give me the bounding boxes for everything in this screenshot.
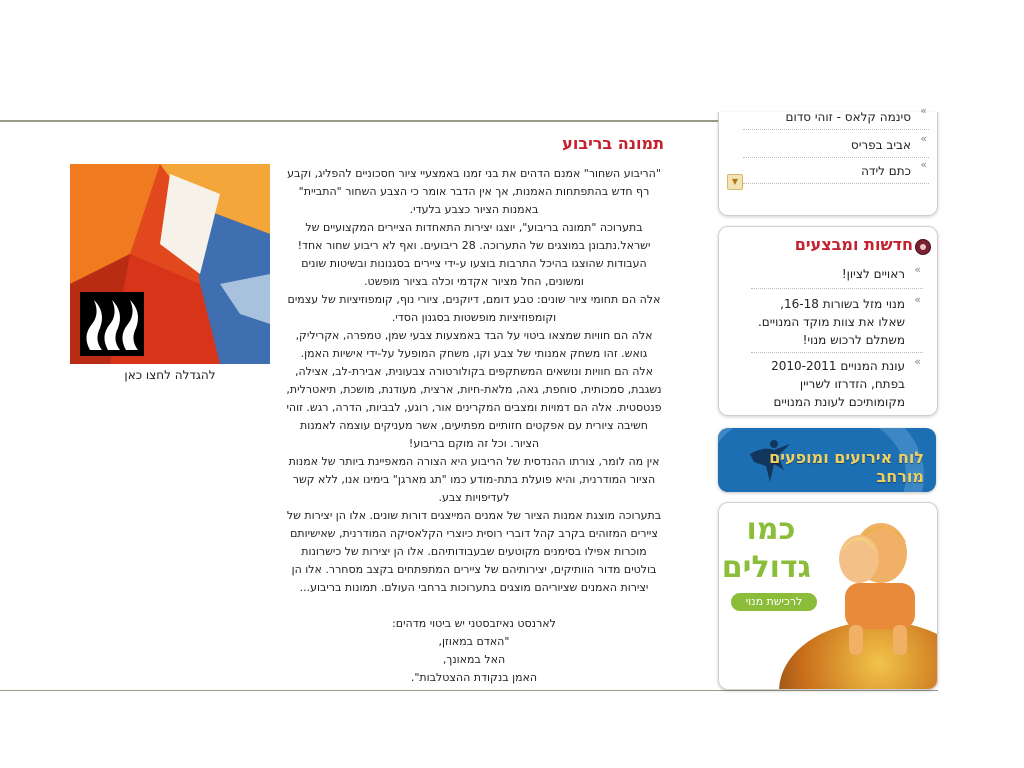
double-chevron-icon: » [914,355,921,368]
article-body [284,165,664,687]
article-paragraph: אלה הם תחומי ציור שונים: טבע דומם, דיוקנים, ציורי נוף, קומפוזיציות של עצמים וקומפוזיציות מופשטות בסגנון הסדי. [287,293,661,324]
article-paragraph: אין מה לומר, צורתו ההנדסית של הריבוע היא הצורה המאפיינת ביותר של אמנות הציור המודרנית, והיא פועלת בתת-מודע כמו "תג מארגן" בימינו אנו, ללא קשר לעדיפויות צבע. [288,455,660,504]
double-chevron-icon: » [920,158,927,171]
scroll-down-button[interactable]: ▼ [727,174,743,190]
article-title: תמונה בריבוע [562,134,664,153]
show-link-birthmark[interactable] [743,160,929,184]
news-item[interactable] [751,295,923,353]
enlarge-image-link[interactable]: להגדלה לחצו כאן [124,368,216,382]
news-item[interactable] [751,265,923,289]
double-chevron-icon: » [914,293,921,306]
article-paragraph: לארנסט נאיזבסטני יש ביטוי מדהים: [392,617,556,630]
article-paragraph: האל במאונך, [442,653,506,666]
article-paragraph: בתערוכה "תמונה בריבוע", יוצגו יצירות התאחדות הציירים המקצועיים של ישראל.נתבונן במוצגים של התערוכה. 28 ריבועים. ואף לא ריבוע שחור אחד! העבודות שהוצגו בהיכל התרבות בוצעו ע-ידי ציירים בסגנונות ובשיטות שונים ומשונים, החל מציור אקדמי וכלה בציור מופשט. [297,221,651,288]
events-calendar-banner[interactable] [718,428,936,492]
news-item-text: ראויים לציון! [841,267,905,281]
double-chevron-icon: » [920,132,927,145]
show-link-aviv-paris[interactable] [743,134,929,158]
children-illustration [819,513,931,663]
article-paragraph: אלה הם חוויות ונושאים המשתקפים בקולורטורה צבעונית, אבירת-לב, אצילה, נשגבת, סמכותית, סוחפת, גאה, מלאת-חיות, ארצית, מעודנת, מושכת, תיאטרלית, פנטסטית. אלה הם דמויות ומצבים המקרינים אור, רוגע, לבביות, הדרה, רגש. זוהי חשיבה ציורית עם אפקטים חזותיים מפתיעים, אשר מעניקים עוצמה לאמנות הציור. וכל זה מוקם בריבוע! [286,365,662,450]
bullet-circle-icon [915,239,931,255]
article-paragraph: "האדם במאוזן, [438,635,510,648]
double-chevron-icon: » [914,263,921,276]
show-link-label: כתם לידה [861,164,911,178]
article-paragraph: בתערוכה מוצגת אמנות הציור של אמנים המייצגים דורות שונים. אלו הן יצירות של ציירים המזוהים בקרב קהל דוברי רוסית כיוצרי הקלאסיקה המודרנית, שאישיותם מוכרות אפילו בסימנים מקוטעים שבעבודותיהם. אלו הן יצירות של כישרונות בולטים מדור הוותיקים, יצירותיהם של ציירים המתפתחים בקצב מסחרר. אלו הן יצירות האמנים שציוריהם מוצגים בתערוכות ברחבי העולם. תמונות בריבוע... [286,509,662,594]
buy-subscription-button[interactable] [731,593,817,611]
article-paragraph: אלה הם חוויות שמצאו ביטוי על הבד באמצעות צבעי שמן, טמפרה, אקריליק, גואש. זהו משחק אמנותי של צבע וקו, משחק המופעל על-ידי אישיות האמן. [295,329,653,360]
double-chevron-icon: » [920,104,927,117]
show-link-label: סינמה קלאס - זוהי סדום [785,110,911,124]
kids-subscription-banner[interactable] [718,502,938,690]
bottom-divider [0,690,938,691]
kids-banner-title: כמו גדולים [721,512,811,585]
article [284,134,664,687]
flame-logo-icon [80,292,144,356]
news-item-text: מנוי מזל בשורות 16-18, שאלו את צוות מוקד המנויים. משתלם לרכוש מנוי! [757,297,905,347]
shows-list-box [718,104,938,216]
news-box [718,226,938,416]
show-link-label: אביב בפריס [850,138,911,152]
buy-subscription-label: לרכישת מנוי [745,595,803,608]
exhibition-painting[interactable] [70,164,270,364]
article-paragraph [284,597,664,615]
show-link-cinema-class[interactable] [743,106,929,130]
article-paragraph: "הריבוע השחור" אמנם הדהים את בני זמנו באמצעיי ציור חסכוניים להפליג, וקבע רף חדש בהתפתחות האמנות, אך אין הדבר אומר כי הצבע השחור "התביית" באמנות הציור כצבע בלעדי. [287,167,661,216]
article-paragraph: האמן בנקודת ההצטלבות". [410,671,538,684]
news-item[interactable] [751,357,923,413]
news-title: חדשות ומבצעים [794,235,913,254]
sidebar [716,104,938,690]
events-banner-label: לוח אירועים ומופעים מורחב [769,448,924,486]
news-item-text: עונת המנויים 2010-2011 בפתח, הזדרזו לשריין מקומותיכם לעונת המנויים [771,359,905,409]
